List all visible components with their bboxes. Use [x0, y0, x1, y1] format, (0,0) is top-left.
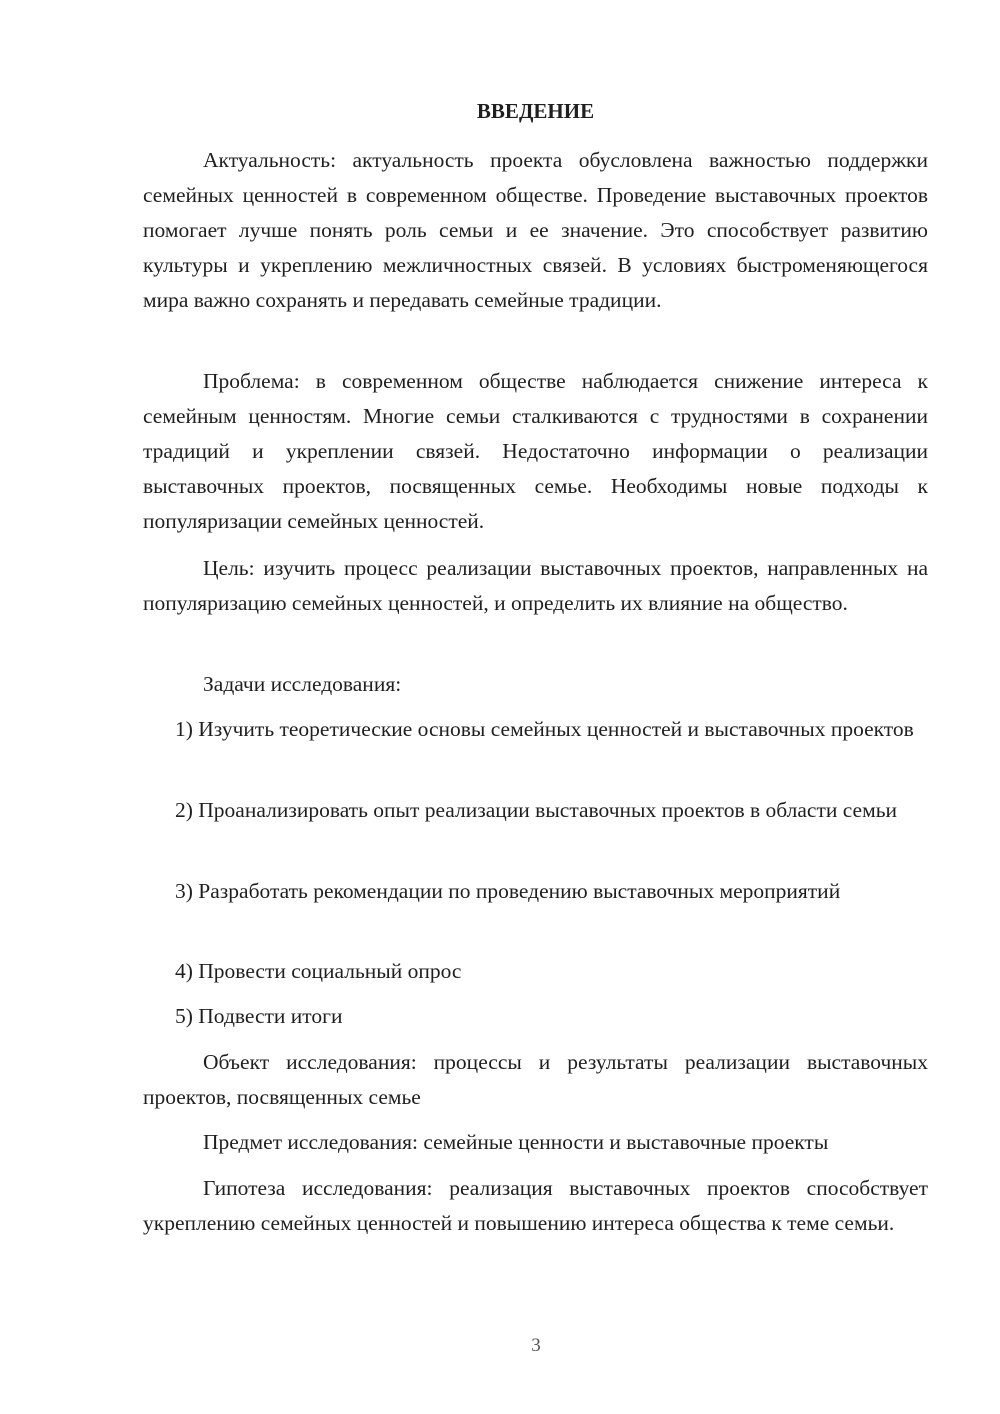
- tasks-title: Задачи исследования:: [203, 672, 402, 696]
- hypothesis-paragraph: Гипотеза исследования: реализация выставочных проектов способствует укреплению семейных ценностей и повышению интереса общества к теме семьи.: [143, 1176, 928, 1235]
- relevance-paragraph: Актуальность: актуальность проекта обусловлена важностью поддержки семейных ценностей в современном обществе. Проведение выставочных проектов помогает лучше понять роль семьи и ее значение. Это способствует развитию культуры и укреплению межличностных связей. В условиях быстроменяющегося мира важно сохранять и передавать семейные традиции.: [143, 148, 928, 312]
- object-paragraph: Объект исследования: процессы и результаты реализации выставочных проектов, посвященных семье: [143, 1050, 928, 1109]
- subject-paragraph: Предмет исследования: семейные ценности и выставочные проекты: [203, 1130, 829, 1154]
- task-item-3: 3) Разработать рекомендации по проведению выставочных мероприятий: [175, 879, 841, 903]
- task-item-1: 1) Изучить теоретические основы семейных ценностей и выставочных проектов: [175, 717, 914, 741]
- task-item-2: 2) Проанализировать опыт реализации выставочных проектов в области семьи: [175, 798, 898, 822]
- goal-paragraph: Цель: изучить процесс реализации выставочных проектов, направленных на популяризацию семейных ценностей, и определить их влияние на общество.: [143, 556, 928, 615]
- page-heading: ВВЕДЕНИЕ: [476, 99, 595, 123]
- task-item-4: 4) Провести социальный опрос: [175, 959, 462, 983]
- task-item-5: 5) Подвести итоги: [175, 1004, 343, 1028]
- problem-paragraph: Проблема: в современном обществе наблюдается снижение интереса к семейным ценностям. Многие семьи сталкиваются с трудностями в сохранении традиций и укреплении связей. Недостаточно информации о реализации выставочных проектов, посвященных семье. Необходимы новые подходы к популяризации семейных ценностей.: [143, 369, 928, 533]
- page-number: 3: [531, 1335, 541, 1356]
